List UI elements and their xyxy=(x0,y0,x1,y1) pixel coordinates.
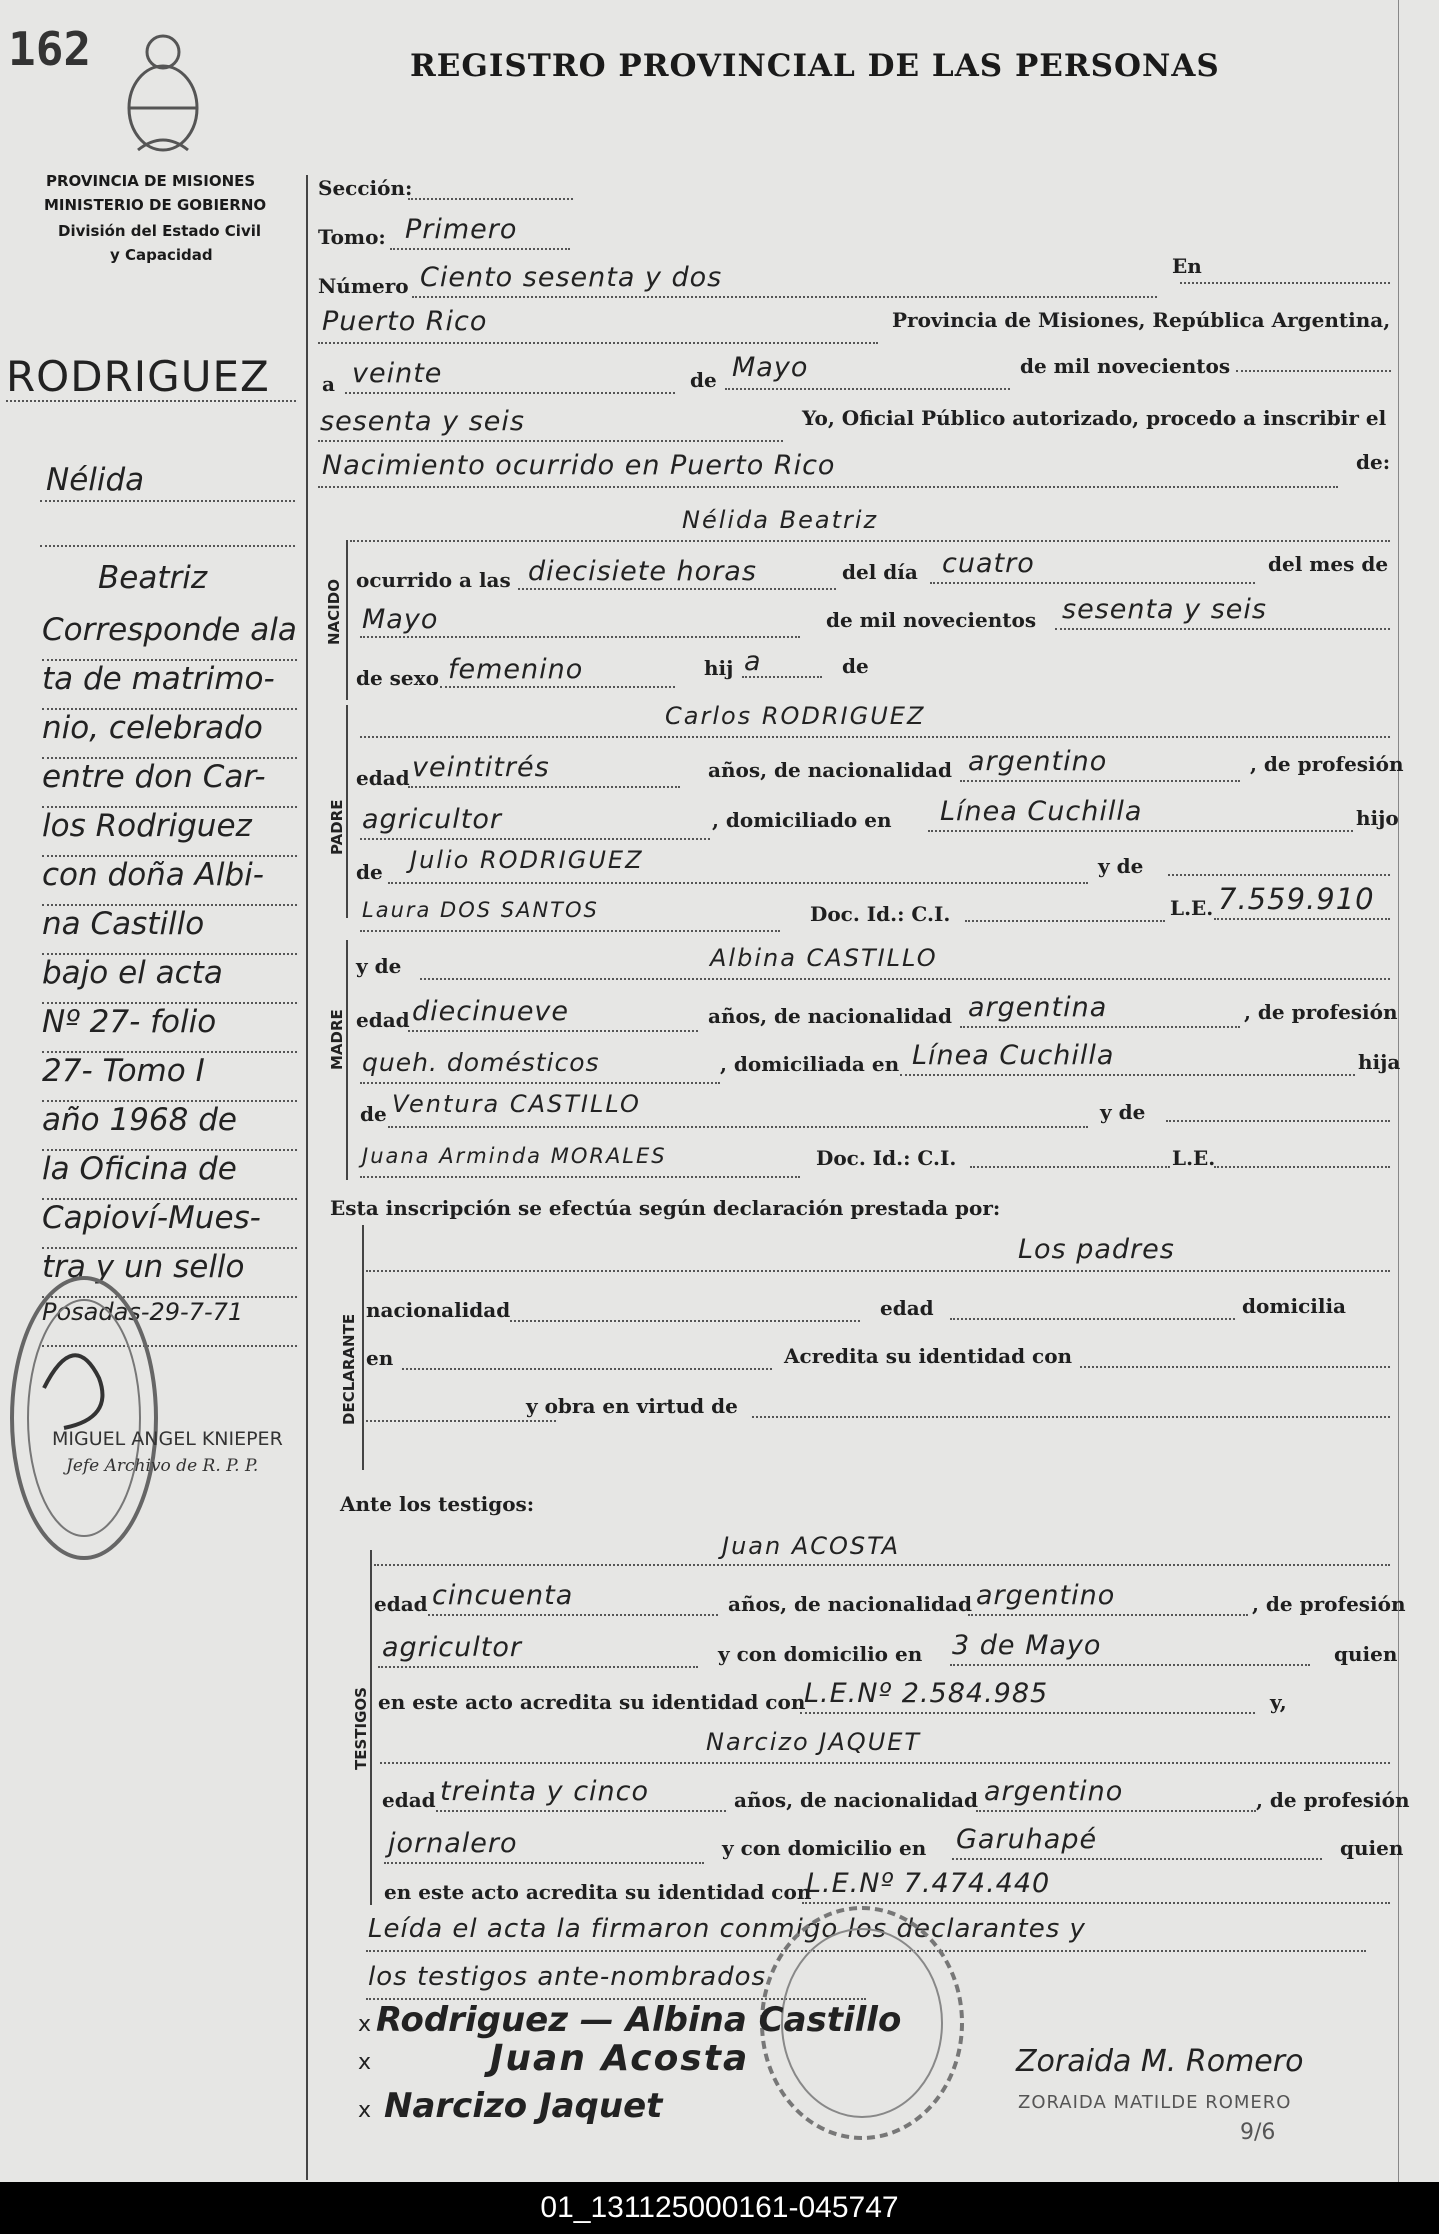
value-t1-documento: L.E.Nº 2.584.985 xyxy=(804,1678,1049,1709)
value-t2-edad: treinta y cinco xyxy=(440,1776,650,1807)
value-padre-profesion: agricultor xyxy=(362,804,502,835)
signature-parents: Rodriguez — Albina Castillo xyxy=(376,2000,902,2040)
label-t2-profesion: , de profesión xyxy=(1256,1788,1410,1812)
label-t2-edad: edad xyxy=(382,1788,436,1812)
label-t1-edad: edad xyxy=(374,1592,428,1616)
label-y-de-madre: y de xyxy=(356,954,402,978)
value-t1-profesion: agricultor xyxy=(382,1632,522,1663)
label-tomo: Tomo: xyxy=(318,225,386,249)
value-abuela-paterna: Laura DOS SANTOS xyxy=(362,898,599,922)
value-t2-profesion: jornalero xyxy=(388,1828,518,1859)
label-declarante-nacionalidad: nacionalidad xyxy=(366,1298,511,1322)
value-testigo-2: Narcizo JAQUET xyxy=(706,1728,922,1756)
label-yo-oficial: Yo, Oficial Público autorizado, procedo a inscribir el xyxy=(802,406,1387,430)
value-t2-nacionalidad: argentino xyxy=(984,1776,1124,1807)
value-hij-suffix: a xyxy=(744,646,762,677)
label-padre-y-de: y de xyxy=(1098,854,1144,878)
margin-separator xyxy=(306,175,308,2180)
label-provincia: Provincia de Misiones, República Argentina, xyxy=(892,308,1391,332)
label-t2-acredita: en este acto acredita su identidad con xyxy=(384,1880,812,1904)
section-label-madre: MADRE xyxy=(328,1009,346,1070)
margin-surname: RODRIGUEZ xyxy=(6,352,270,401)
label-padre-doc: Doc. Id.: C.I. xyxy=(810,902,951,926)
section-label-nacido: NACIDO xyxy=(325,579,343,645)
national-emblem xyxy=(118,30,208,160)
label-mil-novecientos: de mil novecientos xyxy=(1020,354,1231,378)
closing-text-1: Leída el acta la firmaron conmigo los declarantes y xyxy=(368,1914,1086,1944)
value-dia-inscripcion: veinte xyxy=(352,358,443,389)
value-hora: diecisiete horas xyxy=(528,556,757,587)
label-madre-le: L.E. xyxy=(1172,1146,1216,1170)
signature-witness-1: Juan Acosta xyxy=(490,2038,750,2079)
file-code-bar: 01_131125000161-045747 xyxy=(0,2182,1439,2234)
closing-text-2: los testigos ante-nombrados xyxy=(368,1962,767,1992)
section-label-declarante: DECLARANTE xyxy=(340,1313,358,1425)
value-mes-inscripcion: Mayo xyxy=(732,352,809,383)
label-padre-edad: edad xyxy=(356,766,410,790)
value-t2-domicilio: Garuhapé xyxy=(956,1824,1098,1855)
agency-line-2: MINISTERIO DE GOBIERNO xyxy=(44,196,267,214)
label-hij: hij xyxy=(704,656,734,680)
agency-line-4: y Capacidad xyxy=(110,246,213,264)
label-inscripcion: Esta inscripción se efectúa según declaración prestada por: xyxy=(330,1196,1001,1220)
value-declarante: Los padres xyxy=(1018,1234,1175,1265)
value-anio: sesenta y seis xyxy=(1062,594,1267,625)
label-declarante-domicilia: domicilia xyxy=(1242,1294,1347,1318)
label-madre-edad: edad xyxy=(356,1008,410,1032)
value-madre: Albina CASTILLO xyxy=(710,944,938,972)
label-de-sexo: de sexo xyxy=(356,666,439,690)
label-de-mil-novecientos: de mil novecientos xyxy=(826,608,1037,632)
label-del-dia: del día xyxy=(842,560,918,584)
label-de-colon: de: xyxy=(1356,450,1391,474)
value-padre-le: 7.559.910 xyxy=(1218,882,1375,916)
label-t1-anos: años, de nacionalidad xyxy=(728,1592,972,1616)
value-acto: Nacimiento ocurrido en Puerto Rico xyxy=(322,450,836,481)
value-nombre: Nélida Beatriz xyxy=(682,506,879,534)
label-t1-quien: quien xyxy=(1334,1642,1398,1666)
value-t2-documento: L.E.Nº 7.474.440 xyxy=(806,1868,1051,1899)
label-declarante-acredita: Acredita su identidad con xyxy=(784,1344,1073,1368)
value-testigo-1: Juan ACOSTA xyxy=(722,1532,901,1560)
label-t2-anos: años, de nacionalidad xyxy=(734,1788,978,1812)
margin-second-name: Beatriz xyxy=(98,560,208,596)
signature-witness-2: Narcizo Jaquet xyxy=(384,2086,663,2126)
value-mes: Mayo xyxy=(362,604,439,635)
value-t1-edad: cincuenta xyxy=(432,1580,574,1611)
label-declarante-en: en xyxy=(366,1346,394,1370)
label-padre-de: de xyxy=(356,860,383,884)
margin-note: Corresponde ala ta de matrimo- nio, celebrado entre don Car- los Rodriguez con doña Albi- na Castillo bajo el acta Nº 27- folio 27- Tomo I año 1968 de la Oficina de Capioví-Mues- tra y un sello Posadas-29-7-71 xyxy=(42,612,297,1347)
label-declarante-obra: y obra en virtud de xyxy=(526,1394,738,1418)
label-madre-domicilio: , domiciliada en xyxy=(720,1052,900,1076)
margin-signer-title: Jefe Archivo de R. P. P. xyxy=(66,1456,259,1476)
label-ante-testigos: Ante los testigos: xyxy=(340,1492,535,1516)
agency-line-3: División del Estado Civil xyxy=(58,222,262,240)
document-title: REGISTRO PROVINCIAL DE LAS PERSONAS xyxy=(410,48,1220,84)
label-padre-domicilio: , domiciliado en xyxy=(712,808,892,832)
label-de-mes: de xyxy=(690,368,717,392)
label-padre-anos: años, de nacionalidad xyxy=(708,758,952,782)
signature-mark-1: x xyxy=(358,2012,373,2037)
margin-signer-name: MIGUEL ANGEL KNIEPER xyxy=(52,1428,283,1450)
label-t1-y: y, xyxy=(1270,1690,1287,1714)
value-madre-domicilio: Línea Cuchilla xyxy=(912,1040,1115,1071)
label-t2-quien: quien xyxy=(1340,1836,1404,1860)
signature-officer: Zoraida M. Romero xyxy=(1016,2044,1304,2079)
value-numero: Ciento sesenta y dos xyxy=(420,262,723,293)
label-t1-profesion: , de profesión xyxy=(1252,1592,1406,1616)
value-padre-nacionalidad: argentino xyxy=(968,746,1108,777)
signature-mark-3: x xyxy=(358,2098,373,2123)
value-madre-nacionalidad: argentina xyxy=(968,992,1108,1023)
label-t2-domicilio: y con domicilio en xyxy=(722,1836,927,1860)
label-madre-profesion: , de profesión xyxy=(1244,1000,1398,1024)
label-madre-y-de: y de xyxy=(1100,1100,1146,1124)
value-padre: Carlos RODRIGUEZ xyxy=(665,702,926,730)
section-label-padre: PADRE xyxy=(328,799,346,855)
label-padre-le: L.E. xyxy=(1170,896,1214,920)
value-abuela-materna: Juana Arminda MORALES xyxy=(362,1144,667,1168)
value-madre-edad: diecinueve xyxy=(412,996,570,1027)
value-tomo: Primero xyxy=(405,214,518,245)
value-t1-domicilio: 3 de Mayo xyxy=(952,1630,1102,1661)
label-madre-hija: hija xyxy=(1358,1050,1401,1074)
value-abuelo-materno: Ventura CASTILLO xyxy=(392,1090,641,1118)
value-padre-edad: veintitrés xyxy=(412,752,550,783)
label-madre-doc: Doc. Id.: C.I. xyxy=(816,1146,957,1170)
value-t1-nacionalidad: argentino xyxy=(976,1580,1116,1611)
value-madre-profesion: queh. domésticos xyxy=(362,1048,600,1077)
value-padre-domicilio: Línea Cuchilla xyxy=(940,796,1143,827)
label-madre-anos: años, de nacionalidad xyxy=(708,1004,952,1028)
value-sexo: femenino xyxy=(448,654,584,685)
label-ocurrido: ocurrido a las xyxy=(356,568,511,592)
officer-stamp-date: 9/6 xyxy=(1240,2120,1276,2145)
value-lugar: Puerto Rico xyxy=(322,306,488,337)
value-anio-inscripcion: sesenta y seis xyxy=(320,406,525,437)
margin-round-stamp xyxy=(4,1268,174,1568)
label-padre-hijo: hijo xyxy=(1356,806,1399,830)
value-dia: cuatro xyxy=(942,548,1035,579)
label-seccion: Sección: xyxy=(318,176,413,200)
label-del-mes: del mes de xyxy=(1268,552,1389,576)
label-a: a xyxy=(322,372,335,396)
label-madre-de: de xyxy=(360,1102,387,1126)
label-numero: Número xyxy=(318,274,409,298)
agency-line-1: PROVINCIA DE MISIONES xyxy=(46,172,256,190)
officer-stamp-name: ZORAIDA MATILDE ROMERO xyxy=(1018,2092,1292,2113)
margin-first-name: Nélida xyxy=(46,462,145,498)
label-declarante-edad: edad xyxy=(880,1296,934,1320)
section-label-testigos: TESTIGOS xyxy=(352,1687,370,1770)
label-en: En xyxy=(1172,254,1202,278)
label-t1-domicilio: y con domicilio en xyxy=(718,1642,923,1666)
signature-mark-2: x xyxy=(358,2050,373,2075)
value-abuelo-paterno: Julio RODRIGUEZ xyxy=(410,846,644,874)
label-padre-profesion: , de profesión xyxy=(1250,752,1404,776)
label-t1-acredita: en este acto acredita su identidad con xyxy=(378,1690,806,1714)
label-de-hij: de xyxy=(842,654,869,678)
page-number: 162 xyxy=(8,22,92,76)
